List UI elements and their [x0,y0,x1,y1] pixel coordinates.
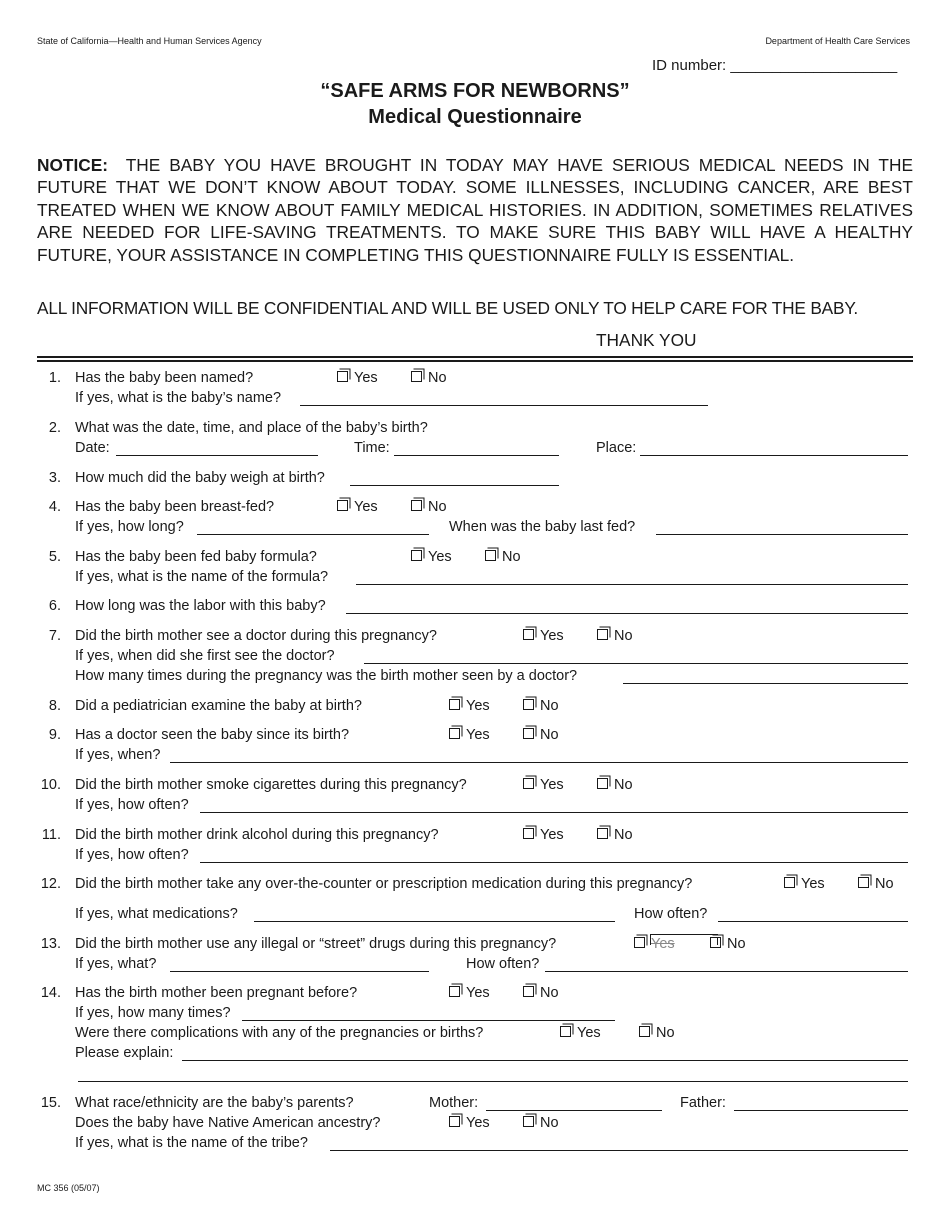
question-text: How long was the labor with this baby? [75,598,326,614]
question-number: 4. [48,499,61,515]
yes-checkbox[interactable]: Yes [523,777,564,794]
followup-text: If yes, when did she first see the doctor? [75,648,335,664]
question-text: Has the baby been fed baby formula? [75,549,317,565]
question-text: Has the baby been breast-fed? [75,499,275,515]
checkbox-icon [523,986,534,997]
divider-line [37,360,913,362]
followup-text: If yes, what medications? [75,906,238,922]
form-id: MC 356 (05/07) [37,1183,100,1193]
answer-line[interactable] [170,971,429,972]
question-number: 15. [40,1095,61,1111]
checkbox-icon [597,778,608,789]
question-text: Did the birth mother take any over-the-counter or prescription medication during this pregnancy? [75,876,693,892]
question-number: 5. [48,549,61,565]
confidentiality-statement: ALL INFORMATION WILL BE CONFIDENTIAL AND WILL BE USED ONLY TO HELP CARE FOR THE BABY. [37,298,859,318]
no-checkbox[interactable]: No [597,777,633,794]
answer-line[interactable] [545,971,908,972]
checkbox-icon [449,728,460,739]
followup-text: Does the baby have Native American ancestry? [75,1115,381,1131]
checkbox-icon [411,371,422,382]
yes-checkbox[interactable]: Yes [449,1115,490,1132]
yes-checkbox[interactable]: Yes [337,499,378,516]
yes-checkbox[interactable]: Yes [449,985,490,1002]
question-text: Did the birth mother smoke cigarettes during this pregnancy? [75,777,467,793]
checkbox-icon [411,500,422,511]
question-number: 8. [48,698,61,714]
checkbox-icon [485,550,496,561]
answer-line[interactable] [300,405,708,406]
yes-checkbox[interactable]: Yes [560,1025,601,1042]
id-number-field[interactable]: ID number: ____________________ [652,57,898,74]
checkbox-icon [337,371,348,382]
checkbox-icon [449,986,460,997]
checkbox-icon [710,937,721,948]
checkbox-icon [523,728,534,739]
answer-line[interactable] [656,534,908,535]
no-checkbox[interactable]: No [639,1025,675,1042]
date-answer-line[interactable] [116,455,318,456]
divider-line [37,356,913,358]
no-checkbox[interactable]: No [523,727,559,744]
followup-text: If yes, when? [75,747,161,763]
mother-answer-line[interactable] [486,1110,662,1111]
scribble-mark [650,934,718,945]
question-number: 6. [48,598,61,614]
no-checkbox[interactable]: No [523,985,559,1002]
followup-text: If yes, how long? [75,519,184,535]
followup-text: If yes, what? [75,956,157,972]
notice-text: THE BABY YOU HAVE BROUGHT IN TODAY MAY HAVE SERIOUS MEDICAL NEEDS IN THE FUTURE THAT WE DON’T KNOW ABOUT TODAY. SOME ILLNESSES, INCLUDING CANCER, ARE BEST TREATED WHEN WE KNOW ABOUT FAMILY MEDICAL HISTORIES. IN ADDITION, SOMETIMES RELATIVES ARE NEEDED FOR LIFE-SAVING TREATMENTS. TO MAKE SURE THIS BABY WILL HAVE A HEALTHY FUTURE, YOUR ASSISTANCE IN COMPLETING THIS QUESTIONNAIRE FULLY IS ESSENTIAL. [37,155,913,265]
no-checkbox[interactable]: No [523,1115,559,1132]
time-answer-line[interactable] [394,455,559,456]
checkbox-icon [337,500,348,511]
no-checkbox[interactable]: No [411,370,447,387]
followup-text: When was the baby last fed? [449,519,636,535]
no-checkbox[interactable]: No [858,876,894,893]
checkbox-icon [597,629,608,640]
checkbox-icon [411,550,422,561]
yes-checkbox[interactable]: Yes [449,698,490,715]
yes-checkbox[interactable]: Yes [523,827,564,844]
question-number: 7. [48,628,61,644]
followup-text: How often? [466,956,540,972]
answer-line[interactable] [200,862,908,863]
question-number: 13. [40,936,61,952]
followup-text: If yes, how often? [75,847,189,863]
question-text: What was the date, time, and place of the baby’s birth? [75,420,428,436]
no-checkbox[interactable]: No [597,827,633,844]
question-text: Has the baby been named? [75,370,254,386]
yes-checkbox[interactable]: Yes [337,370,378,387]
answer-line[interactable] [330,1150,908,1151]
checkbox-icon [523,1116,534,1127]
checkbox-icon [449,699,460,710]
followup-text: If yes, how many times? [75,1005,231,1021]
answer-line[interactable] [356,584,908,585]
checkbox-icon [523,778,534,789]
notice-label: NOTICE: [37,155,109,175]
answer-line[interactable] [182,1060,908,1061]
question-number: 14. [40,985,61,1001]
checkbox-icon [449,1116,460,1127]
yes-checkbox[interactable]: Yes [523,628,564,645]
place-label: Place: [596,440,637,456]
question-text: Did the birth mother see a doctor during this pregnancy? [75,628,437,644]
checkbox-icon [634,937,645,948]
answer-line[interactable] [364,663,908,664]
question-number: 2. [48,420,61,436]
no-checkbox[interactable]: No [411,499,447,516]
checkbox-icon [560,1026,571,1037]
father-answer-line[interactable] [734,1110,908,1111]
answer-line[interactable] [78,1081,908,1082]
answer-line[interactable] [197,534,429,535]
question-number: 9. [48,727,61,743]
checkbox-icon [523,828,534,839]
yes-checkbox[interactable]: Yes [784,876,825,893]
question-text: Did a pediatrician examine the baby at birth? [75,698,362,714]
no-checkbox[interactable]: No [485,549,521,566]
answer-line[interactable] [242,1020,615,1021]
department-name: Department of Health Care Services [765,36,910,46]
no-checkbox[interactable]: No [710,936,746,953]
followup-text: If yes, how often? [75,797,189,813]
form-title: “SAFE ARMS FOR NEWBORNS” [320,80,630,102]
answer-line[interactable] [254,921,615,922]
notice-paragraph [37,154,913,266]
followup-text: How often? [634,906,708,922]
yes-checkbox[interactable]: Yes [449,727,490,744]
checkbox-icon [784,877,795,888]
followup-text: How many times during the pregnancy was the birth mother seen by a doctor? [75,668,578,684]
answer-line[interactable] [170,762,908,763]
checkbox-icon [858,877,869,888]
form-subtitle: Medical Questionnaire [368,106,582,128]
question-text: Did the birth mother use any illegal or “street” drugs during this pregnancy? [75,936,557,952]
thank-you: THANK YOU [596,330,697,350]
no-checkbox[interactable]: No [523,698,559,715]
agency-name: State of California—Health and Human Services Agency [37,36,262,46]
answer-line[interactable] [350,485,559,486]
question-number: 1. [48,370,61,386]
mother-label: Mother: [429,1095,479,1111]
no-checkbox[interactable]: No [597,628,633,645]
question-text: Has the birth mother been pregnant before? [75,985,358,1001]
followup-text: Please explain: [75,1045,174,1061]
followup-text: Were there complications with any of the pregnancies or births? [75,1025,484,1041]
answer-line[interactable] [718,921,908,922]
yes-checkbox[interactable]: Yes [411,549,452,566]
question-text: What race/ethnicity are the baby’s parents? [75,1095,354,1111]
question-text: How much did the baby weigh at birth? [75,470,325,486]
time-label: Time: [354,440,390,456]
followup-text: If yes, what is the name of the tribe? [75,1135,308,1151]
answer-line[interactable] [200,812,908,813]
checkbox-icon [523,699,534,710]
question-number: 12. [40,876,61,892]
date-label: Date: [75,440,110,456]
checkbox-icon [639,1026,650,1037]
answer-line[interactable] [346,613,908,614]
followup-text: If yes, what is the baby’s name? [75,390,282,406]
place-answer-line[interactable] [640,455,908,456]
question-text: Has a doctor seen the baby since its birth? [75,727,350,743]
yes-checkbox[interactable]: Yes [634,936,675,953]
checkbox-icon [523,629,534,640]
question-text: Did the birth mother drink alcohol during this pregnancy? [75,827,439,843]
answer-line[interactable] [623,683,908,684]
checkbox-icon [597,828,608,839]
question-number: 3. [48,470,61,486]
question-number: 11. [41,827,61,843]
followup-text: If yes, what is the name of the formula? [75,569,329,585]
question-number: 10. [40,777,61,793]
father-label: Father: [680,1095,726,1111]
